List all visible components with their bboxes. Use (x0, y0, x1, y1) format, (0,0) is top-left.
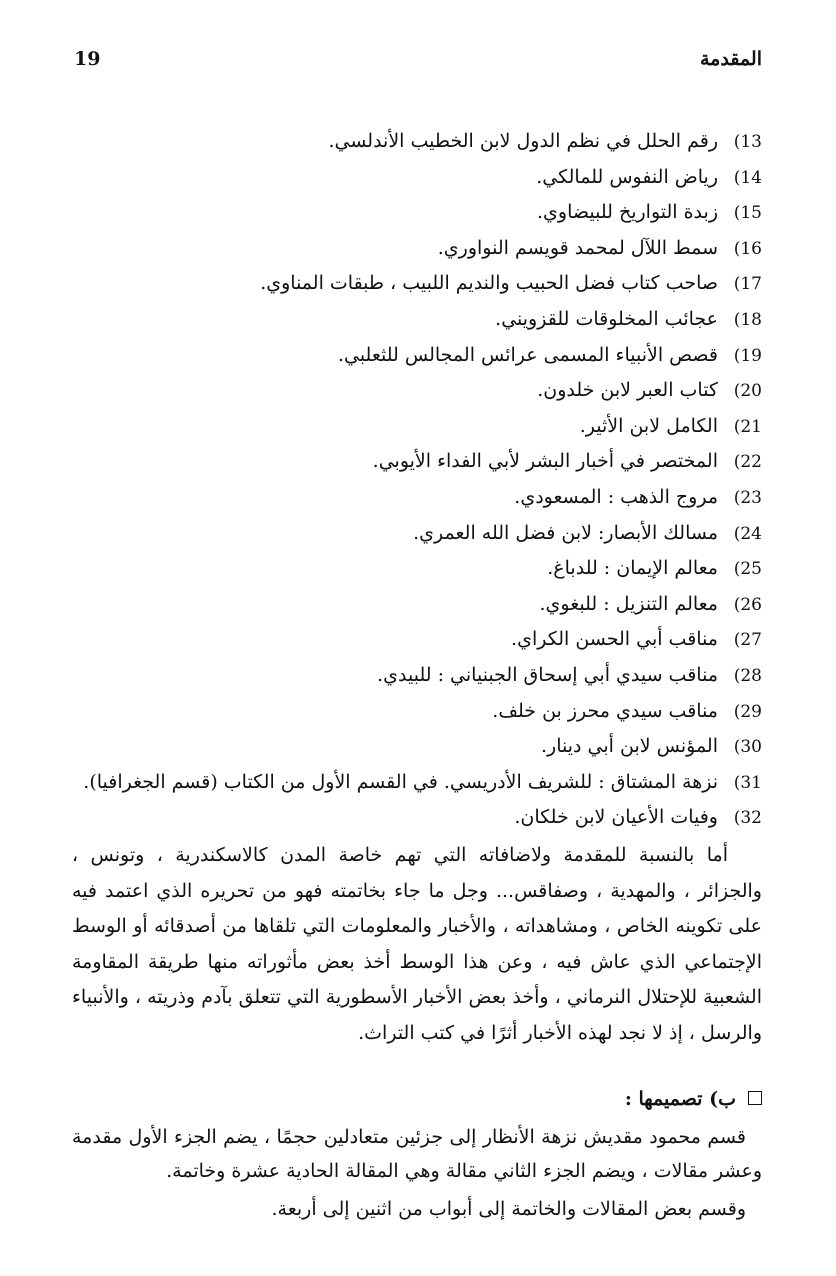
list-item (72, 765, 762, 801)
list-item-number: 31) (733, 772, 762, 793)
list-item (72, 480, 762, 516)
list-item (72, 160, 762, 196)
list-item-text: وفيات الأعيان لابن خلكان. (514, 806, 718, 829)
list-item-number: 15) (733, 203, 762, 224)
list-item-text: قصص الأنبياء المسمى عرائس المجالس للثعلبي. (337, 343, 718, 366)
list-item-text: المؤنس لابن أبي دينار. (541, 735, 718, 758)
design-paragraph: قسم محمود مقديش نزهة الأنظار إلى جزئين متعادلين حجمًا ، يضم الجزء الأول مقدمة وعشر مقالات ، ويضم الجزء الثاني مقالة وهي المقالة الحادية عشرة وخاتمة. (72, 1126, 762, 1182)
list-item (72, 124, 762, 160)
list-item-text: كتاب العبر لابن خلدون. (537, 379, 718, 402)
list-item (72, 658, 762, 694)
list-item (72, 587, 762, 623)
list-item-text: نزهة المشتاق : للشريف الأدريسي. في القسم الأول من الكتاب (قسم الجغرافيا). (83, 770, 718, 793)
list-item-text: معالم التنزيل : للبغوي. (539, 592, 718, 615)
list-item-text: مناقب أبي الحسن الكراي. (511, 628, 718, 651)
list-item (72, 231, 762, 267)
list-item (72, 195, 762, 231)
page-header (74, 48, 762, 78)
list-item (72, 622, 762, 658)
list-item-number: 22) (733, 452, 762, 473)
list-item-text: مناقب سيدي أبي إسحاق الجبنياني : للبيدي. (377, 663, 718, 686)
list-item-text: المختصر في أخبار البشر لأبي الفداء الأيوبي. (372, 450, 718, 473)
list-item-text: مناقب سيدي محرز بن خلف. (492, 699, 718, 722)
section-title: تصميمها : (624, 1088, 703, 1110)
list-item-number: 32) (733, 808, 762, 829)
list-item-number: 26) (733, 594, 762, 615)
list-item (72, 800, 762, 836)
list-item (72, 338, 762, 374)
square-bullet-icon (748, 1091, 762, 1105)
list-item (72, 551, 762, 587)
list-item-number: 19) (733, 345, 762, 366)
list-item-text: مروج الذهب : المسعودي. (514, 485, 718, 508)
list-item-number: 17) (733, 274, 762, 295)
sources-list (72, 124, 762, 836)
list-item-text: سمط اللآل لمحمد قويسم النواوري. (437, 236, 718, 259)
list-item-text: رقم الحلل في نظم الدول لابن الخطيب الأندلسي. (328, 130, 718, 152)
list-item-number: 20) (733, 381, 762, 402)
list-item-text: مسالك الأبصار: لابن فضل الله العمري. (413, 521, 718, 544)
intro-paragraph: أما بالنسبة للمقدمة ولاضافاته التي تهم خاصة المدن كالاسكندرية ، وتونس ، والجزائر ، والمهدية ، وصفاقس... وجل ما جاء بخاتمته فهو من تحريره الذي اعتمد فيه على تكوينه الخاص ، ومشاهداته ، والأخبار والمعلومات التي تلقاها من أصدقائه أو الوسط الإجتماعي الذي عاش فيه ، وعن هذا الوسط أخذ بعض مأثوراته منها طريقة المقاومة الشعبية للإحتلال النرماني ، وأخذ بعض الأخبار الأسطورية التي تتعلق بآدم وذريته ، والأنبياء والرسل ، إذ لا نجد لهذه الأخبار أثرًا في كتب التراث. (72, 844, 762, 1044)
list-item-number: 16) (733, 238, 762, 259)
list-item (72, 729, 762, 765)
list-item-number: 13) (733, 132, 762, 152)
list-item-text: زبدة التواريخ للبيضاوي. (537, 201, 718, 224)
list-item-number: 18) (733, 309, 762, 330)
list-item-text: عجائب المخلوقات للقزويني. (495, 307, 718, 330)
list-item-number: 29) (733, 701, 762, 722)
list-item (72, 266, 762, 302)
list-item (72, 516, 762, 552)
section-marker: ب) (709, 1088, 736, 1110)
list-item (72, 302, 762, 338)
page-number: 19 (74, 48, 101, 70)
list-item (72, 444, 762, 480)
list-item-number: 27) (733, 630, 762, 651)
list-item-number: 30) (733, 737, 762, 758)
section-heading (72, 1084, 762, 1114)
list-item-number: 24) (733, 523, 762, 544)
list-item-number: 14) (733, 167, 762, 188)
list-item-text: معالم الإيمان : للدباغ. (547, 557, 718, 580)
running-head: المقدمة (699, 48, 762, 70)
list-item (72, 373, 762, 409)
list-item-text: رياض النفوس للمالكي. (536, 165, 718, 188)
list-item (72, 409, 762, 445)
list-item-text: صاحب كتاب فضل الحبيب والنديم اللبيب ، طبقات المناوي. (260, 272, 718, 295)
list-item (72, 694, 762, 730)
list-item-number: 28) (733, 665, 762, 686)
list-item-text: الكامل لابن الأثير. (579, 414, 718, 437)
division-paragraph: وقسم بعض المقالات والخاتمة إلى أبواب من اثنين إلى أربعة. (271, 1198, 746, 1220)
list-item-number: 21) (733, 416, 762, 437)
list-item-number: 25) (733, 559, 762, 580)
list-item-number: 23) (733, 487, 762, 508)
